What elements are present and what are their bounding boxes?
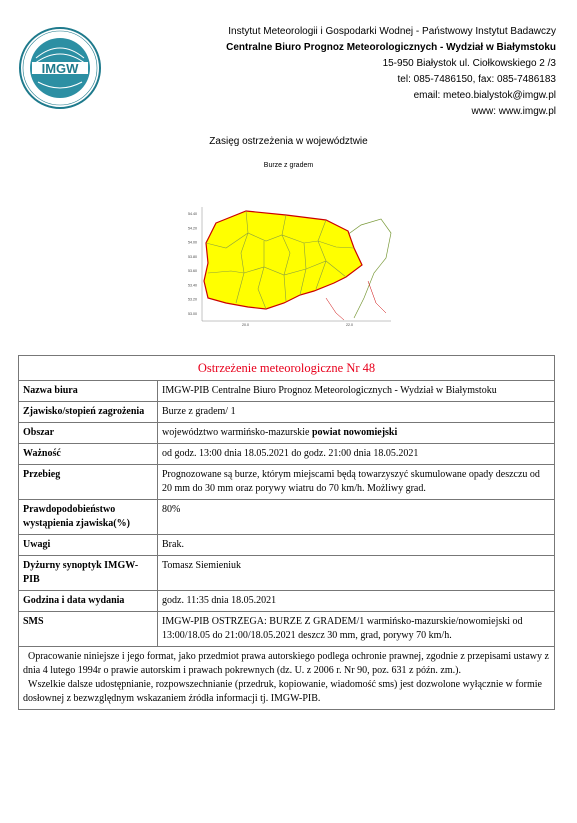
map-caption: Burze z gradem (263, 162, 314, 169)
address: 15-950 Białystok ul. Ciołkowskiego 2 /3 (382, 58, 556, 69)
phenomenon-label: Zjawisko/stopień zagrożenia (19, 402, 158, 423)
warning-table (18, 355, 555, 710)
table-row (19, 465, 555, 500)
page-title: Zasięg ostrzeżenia w województwie (209, 136, 368, 147)
latitude-tick-label: 54.20 (188, 226, 197, 231)
table-row (19, 500, 555, 535)
remarks-label: Uwagi (19, 535, 158, 556)
latitude-tick-label: 53.20 (188, 297, 197, 302)
institute-header (156, 24, 556, 120)
copyright-text-2: Wszelkie dalsze udostępnianie, rozpowszechnianie (przedruk, kopiowanie, wiadomość sms) jest dozwolone wyłącznie w formie dosłownej z bezwzględnym wskazaniem źródła informacji tj. IMGW-PIB. (23, 679, 542, 704)
copyright-paragraph-2 (23, 678, 550, 706)
office-label: Nazwa biura (19, 381, 158, 402)
logo-text: IMGW (41, 61, 79, 76)
table-row (19, 647, 555, 710)
longitude-tick-label: 20.0 (242, 323, 249, 327)
table-row (19, 444, 555, 465)
area-county: powiat nowomiejski (311, 427, 398, 438)
email: email: meteo.bialystok@imgw.pl (413, 90, 556, 101)
phone-fax: tel: 085-7486150, fax: 085-7486183 (397, 74, 556, 85)
table-row (19, 612, 555, 647)
table-row (19, 423, 555, 444)
phenomenon-value: Burze z gradem/ 1 (158, 402, 555, 423)
imgw-logo (18, 26, 102, 110)
forecaster-label: Dyżurny synoptyk IMGW-PIB (19, 556, 158, 591)
copyright-paragraph-1 (23, 650, 550, 678)
table-row (19, 381, 555, 402)
table-row (19, 535, 555, 556)
warning-title: Ostrzeżenie meteorologiczne Nr 48 (19, 356, 555, 381)
validity-value: od godz. 13:00 dnia 18.05.2021 do godz. 21:00 dnia 18.05.2021 (158, 444, 555, 465)
copyright-text-1: Opracowanie niniejsze i jego format, jako przedmiot prawa autorskiego podlega ochronie prawnej, zgodnie z przepisami ustawy z dnia 4 lutego 1994r o prawie autorskim i prawach pokrewnych (dz. U. z 2006 r. Nr 90, poz. 631 z późn. zm.). (23, 651, 549, 676)
warning-map (186, 203, 396, 328)
forecaster-value: Tomasz Siemieniuk (158, 556, 555, 591)
website: www: www.imgw.pl (471, 106, 556, 117)
issue-time-value: godz. 11:35 dnia 18.05.2021 (158, 591, 555, 612)
copyright-note (19, 647, 555, 710)
table-row (19, 591, 555, 612)
validity-label: Ważność (19, 444, 158, 465)
area-label: Obszar (19, 423, 158, 444)
table-row (19, 402, 555, 423)
probability-label: Prawdopodobieństwo wystąpienia zjawiska(%) (19, 500, 158, 535)
latitude-tick-label: 53.40 (188, 283, 197, 288)
area-value (158, 423, 555, 444)
longitude-tick-label: 22.0 (346, 323, 353, 327)
area-voivodeship: województwo warmińsko-mazurskie (162, 427, 310, 438)
course-label: Przebieg (19, 465, 158, 500)
table-row (19, 556, 555, 591)
office-name: Centralne Biuro Prognoz Meteorologicznych - Wydział w Białymstoku (226, 42, 556, 53)
latitude-tick-label: 54.40 (188, 212, 197, 216)
sms-value: IMGW-PIB OSTRZEGA: BURZE Z GRADEM/1 warmińsko-mazurskie/nowomiejski od 13:00/18.05 do 21:00/18.05.2021 deszcz 30 mm, grad, porywy 70 km/h. (158, 612, 555, 647)
course-value: Prognozowane są burze, którym miejscami będą towarzyszyć skumulowane opady deszczu od 20 mm do 30 mm oraz porywy wiatru do 70 km/h. Możliwy grad. (158, 465, 555, 500)
office-value: IMGW-PIB Centralne Biuro Prognoz Meteorologicznych - Wydział w Białymstoku (158, 381, 555, 402)
latitude-tick-label: 54.00 (188, 240, 197, 245)
latitude-tick-label: 53.00 (188, 312, 197, 316)
probability-value: 80% (158, 500, 555, 535)
sms-label: SMS (19, 612, 158, 647)
remarks-value: Brak. (158, 535, 555, 556)
latitude-tick-label: 53.60 (188, 269, 197, 274)
latitude-tick-label: 53.80 (188, 254, 197, 259)
issue-time-label: Godzina i data wydania (19, 591, 158, 612)
institute-name: Instytut Meteorologii i Gospodarki Wodnej - Państwowy Instytut Badawczy (228, 26, 556, 37)
